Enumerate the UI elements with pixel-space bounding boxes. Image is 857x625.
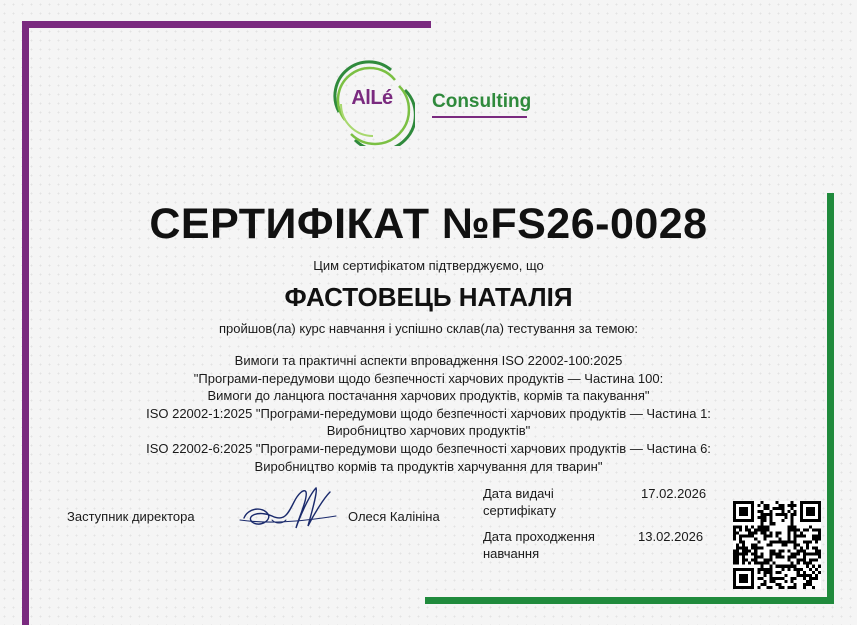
- passed-text: пройшов(ла) курс навчання і успішно склав(ла) тестування за темою:: [218, 321, 639, 336]
- topic-line: Виробництво харчових продуктів": [326, 423, 531, 439]
- topic-line: ISO 22002-6:2025 "Програми-передумови щодо безпечності харчових продуктів — Частина 6:: [146, 440, 711, 456]
- logo-underline: [432, 116, 527, 118]
- frame-right-bar: [827, 193, 834, 604]
- topic-line: Вимоги до ланцюга постачання харчових продуктів, кормів та пакування": [207, 388, 650, 404]
- topic-line: "Програми-передумови щодо безпечності харчових продуктів — Частина 100:: [193, 370, 664, 386]
- certificate-title: СЕРТИФІКАТ №FS26-0028: [149, 200, 708, 248]
- training-label-line: Дата проходження: [483, 529, 595, 544]
- frame-top-bar: [22, 21, 431, 28]
- issue-date-value: 17.02.2026: [641, 486, 707, 501]
- course-topic: [60, 352, 797, 475]
- training-date-label: [483, 528, 595, 562]
- signatory-role: Заступник директора: [67, 509, 195, 524]
- training-date-value: 13.02.2026: [638, 529, 704, 544]
- signatory-name: Олеся Калініна: [348, 509, 440, 524]
- qr-code-icon[interactable]: [733, 501, 821, 589]
- topic-line: Вимоги та практичні аспекти впровадження ISO 22002-100:2025: [234, 353, 623, 368]
- frame-bottom-bar: [425, 597, 834, 604]
- topic-line: Виробництво кормів та продуктів харчування для тварин": [254, 458, 603, 474]
- logo-wordmark: Consulting: [432, 91, 532, 112]
- confirm-text: Цим сертифікатом підтверджуємо, що: [313, 258, 544, 273]
- issue-date-label: [483, 485, 556, 519]
- logo-mark-text: AlLé: [351, 87, 393, 109]
- training-label-line: навчання: [483, 546, 540, 561]
- topic-line: ISO 22002-1:2025 "Програми-передумови щодо безпечності харчових продуктів — Частина 1:: [146, 405, 711, 421]
- company-logo: [329, 60, 539, 146]
- issue-label-line: Дата видачі: [483, 486, 554, 501]
- issue-label-line: сертифікату: [483, 503, 556, 518]
- recipient-name: ФАСТОВЕЦЬ НАТАЛІЯ: [284, 282, 573, 312]
- signature-image: [238, 480, 342, 536]
